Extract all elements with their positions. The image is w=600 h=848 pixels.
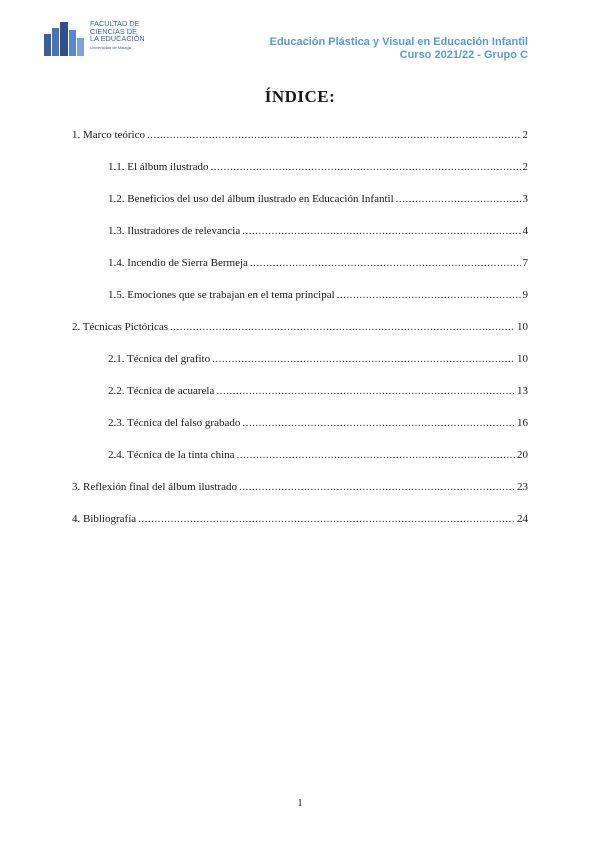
toc-entry-label: 2.4. Técnica de la tinta china <box>108 449 235 461</box>
toc-entry-label: 1.2. Beneficios del uso del álbum ilustrado en Educación Infantil <box>108 193 394 205</box>
toc-leader <box>242 416 515 430</box>
toc-leader <box>138 512 515 526</box>
toc-leader <box>396 192 521 206</box>
toc-entry-label: 1.4. Incendio de Sierra Bermeja <box>108 257 248 269</box>
faculty-logo-icon <box>42 20 88 56</box>
toc-leader <box>337 288 521 302</box>
toc-entry-page: 4 <box>522 225 528 237</box>
toc-entry-page: 3 <box>522 193 528 205</box>
toc-entry-label: 2.1. Técnica del grafito <box>108 353 211 365</box>
toc-leader <box>239 480 515 494</box>
toc-entry-label: 3. Reflexión final del álbum ilustrado <box>72 481 237 493</box>
toc-entry[interactable] <box>72 384 528 416</box>
logo-line-3: LA EDUCACIÓN <box>90 34 145 44</box>
toc-leader <box>242 224 520 238</box>
toc-entry[interactable] <box>72 288 528 320</box>
table-of-contents <box>72 128 528 544</box>
toc-entry-page: 10 <box>517 321 528 333</box>
course-header <box>270 36 528 62</box>
toc-entry-label: 4. Bibliografía <box>72 513 137 525</box>
toc-leader <box>250 256 521 270</box>
toc-entry-label: 2.3. Técnica del falso grabado <box>108 417 241 429</box>
toc-entry[interactable] <box>72 256 528 288</box>
toc-entry[interactable] <box>72 192 528 224</box>
toc-entry[interactable] <box>72 352 528 384</box>
toc-entry-label: 1.3. Ilustradores de relevancia <box>108 225 241 237</box>
logo-line-1: FACULTAD DE <box>90 19 140 28</box>
toc-entry[interactable] <box>72 320 528 352</box>
toc-entry-label: 1.1. El álbum ilustrado <box>108 161 209 173</box>
toc-leader <box>216 384 515 398</box>
toc-entry-page: 10 <box>517 353 528 365</box>
logo-university: Universidad de Málaga <box>90 44 131 50</box>
toc-entry-label: 2.2. Técnica de acuarela <box>108 385 215 397</box>
toc-entry-page: 20 <box>517 449 528 461</box>
toc-entry-label: 2. Técnicas Pictóricas <box>72 321 169 333</box>
toc-leader <box>170 320 515 334</box>
toc-entry-page: 2 <box>522 161 528 173</box>
toc-leader <box>211 160 521 174</box>
toc-entry[interactable] <box>72 224 528 256</box>
toc-entry[interactable] <box>72 512 528 544</box>
page-title: ÍNDICE: <box>264 87 336 106</box>
toc-entry-page: 7 <box>522 257 528 269</box>
toc-entry-page: 16 <box>517 417 528 429</box>
toc-entry-page: 9 <box>522 289 528 301</box>
toc-entry-page: 23 <box>517 481 528 493</box>
toc-entry-page: 13 <box>517 385 528 397</box>
toc-entry-label: 1. Marco teórico <box>72 129 145 141</box>
toc-entry-page: 24 <box>517 513 528 525</box>
toc-entry-page: 2 <box>522 129 528 141</box>
toc-entry[interactable] <box>72 480 528 512</box>
toc-entry[interactable] <box>72 448 528 480</box>
toc-entry-label: 1.5. Emociones que se trabajan en el tema principal <box>108 289 335 301</box>
toc-leader <box>212 352 515 366</box>
page-number: 1 <box>297 797 303 809</box>
toc-leader <box>147 128 521 142</box>
toc-entry[interactable] <box>72 416 528 448</box>
course-subtitle: Curso 2021/22 - Grupo C <box>399 49 528 61</box>
toc-entry[interactable] <box>72 160 528 192</box>
logo-line-2: CIENCIAS DE <box>90 26 138 36</box>
toc-leader <box>237 448 515 462</box>
toc-entry[interactable] <box>72 128 528 160</box>
course-title: Educación Plástica y Visual en Educación Infantil <box>269 36 528 48</box>
faculty-logo <box>42 18 162 62</box>
